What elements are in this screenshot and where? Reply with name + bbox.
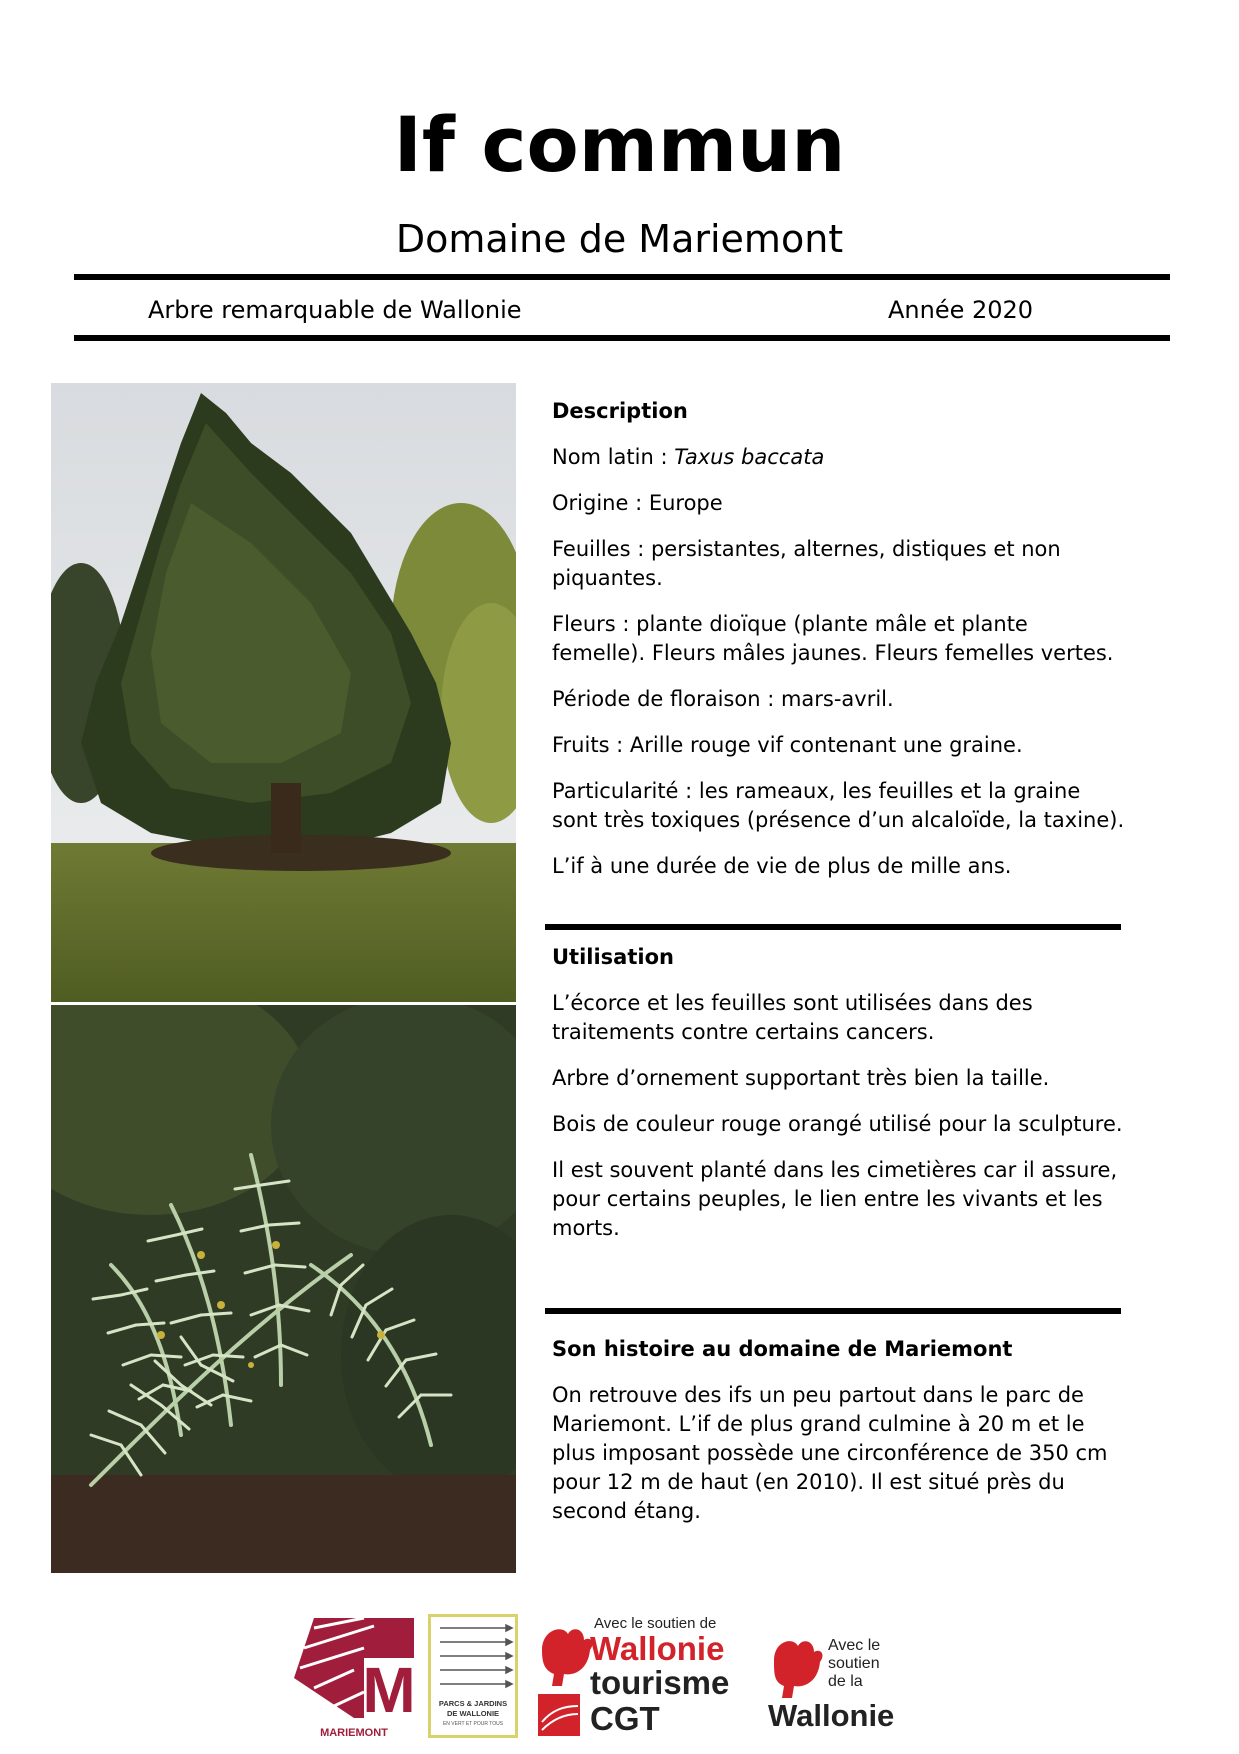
tourisme-logo-line4: CGT [590,1700,660,1737]
footer-logos [0,1610,1239,1740]
parcs-jardins-logo [428,1614,518,1738]
utilisation-paragraph: L’écorce et les feuilles sont utilisées dans des traitements contre certains cancers. [552,991,1033,1044]
utilisation-section [552,942,1127,1243]
latin-name-line [552,443,1127,472]
label-remarkable-tree: Arbre remarquable de Wallonie [148,296,522,324]
latin-name-label: Nom latin : [552,445,675,469]
description-heading: Description [552,399,688,423]
utilisation-paragraph: Il est souvent planté dans les cimetières car il assure, pour certains peuples, le lien entre les vivants et les morts. [552,1158,1118,1240]
wallonie-logo-line1: Avec le [828,1637,881,1654]
history-section [552,1334,1127,1526]
description-paragraph: L’if à une durée de vie de plus de mille ans. [552,854,1012,878]
mariemont-logo-letter: M [362,1654,414,1726]
section-divider [545,924,1121,930]
header-bottom-rule [74,335,1170,341]
tourisme-logo-line2: Wallonie [590,1630,725,1667]
header-top-rule [74,274,1170,280]
parcs-logo-line3: EN VERT ET POUR TOUS [442,1721,504,1727]
description-paragraph: Origine : Europe [552,491,723,515]
description-paragraph: Fruits : Arille rouge vif contenant une graine. [552,733,1023,757]
branch-photo [51,1005,516,1573]
mariemont-logo [294,1618,414,1740]
history-heading: Son histoire au domaine de Mariemont [552,1337,1013,1361]
utilisation-paragraph: Bois de couleur rouge orangé utilisé pour la sculpture. [552,1112,1123,1136]
wallonie-logo-line3: de la [828,1673,863,1690]
description-section [552,396,1127,881]
page-title: If commun [393,100,846,189]
wallonie-tourisme-logo [532,1610,732,1740]
latin-name: Taxus baccata [674,445,825,469]
rooster-icon [542,1629,592,1686]
wallonie-support-logo [768,1630,908,1740]
utilisation-paragraph: Arbre d’ornement supportant très bien la taille. [552,1066,1050,1090]
description-paragraph: Feuilles : persistantes, alternes, distiques et non piquantes. [552,537,1061,590]
history-paragraph: On retrouve des ifs un peu partout dans le parc de Mariemont. L’if de plus grand culmine à 20 m et le plus imposant possède une circonférence de 350 cm pour 12 m de haut (en 2010). Il est situé près du second étang. [552,1383,1108,1523]
label-year: Année 2020 [888,296,1034,324]
page-subtitle: Domaine de Mariemont [395,217,844,261]
tourisme-logo-line1: Avec le soutien de [594,1615,717,1632]
tourisme-logo-line3: tourisme [590,1664,730,1701]
rooster-icon [774,1641,822,1698]
description-paragraph: Période de floraison : mars-avril. [552,687,894,711]
section-divider [545,1308,1121,1314]
description-paragraph: Fleurs : plante dioïque (plante mâle et plante femelle). Fleurs mâles jaunes. Fleurs femelles vertes. [552,612,1114,665]
utilisation-heading: Utilisation [552,945,674,969]
wallonie-logo-line2: soutien [828,1655,880,1672]
parcs-logo-line1: PARCS & JARDINS [438,1699,508,1708]
tree-photo [51,383,516,1002]
description-paragraph: Particularité : les rameaux, les feuilles et la graine sont très toxiques (présence d’un alcaloïde, la taxine). [552,779,1125,832]
wallonie-logo-line4: Wallonie [768,1698,895,1733]
mariemont-logo-name: MARIEMONT [320,1727,388,1739]
parcs-logo-line2: DE WALLONIE [446,1709,500,1718]
